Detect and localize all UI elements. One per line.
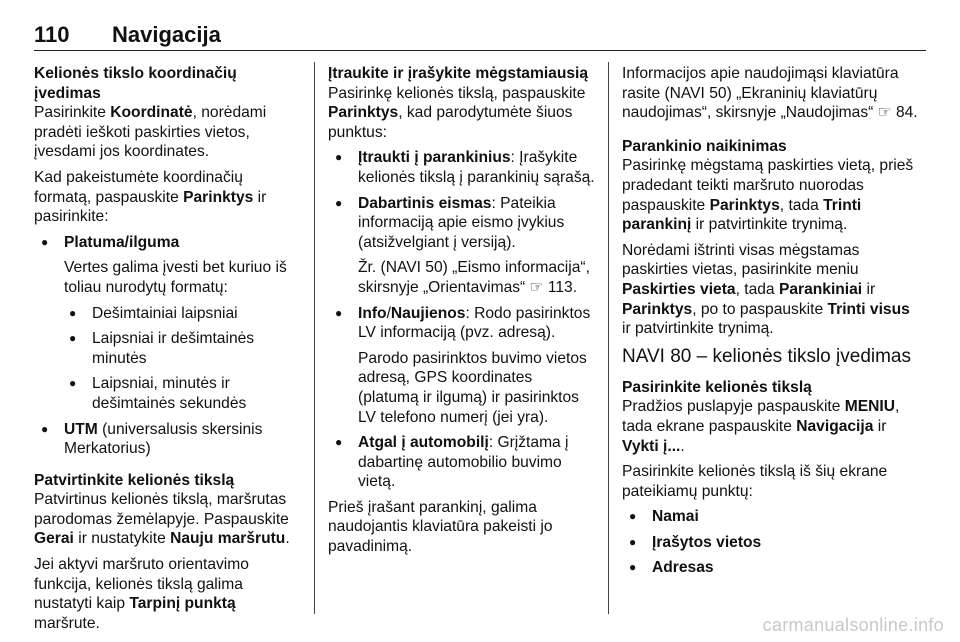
column-3 [622,64,922,584]
paragraph: Norėdami ištrinti visas mėgstamas paskirties vietas, pasirinkite meniu Paskirties vieta, tada Parankiniai ir Parinktys, po to paspauskite Trinti visus ir patvirtinkite trynimą. [622,241,910,338]
list-item: ● Info/Naujienos: Rodo pasirinktos LV informaciją (pvz. adresą). [328,304,596,343]
page-header [34,22,926,51]
list-item: ● Atgal į automobilį: Grįžtama į dabartinę automobilio buvimo vietą. [328,433,596,492]
page-number: 110 [34,22,70,47]
list-item: ● Įrašytos vietos [622,533,922,553]
ui-term: Parinktys [183,188,254,206]
section-heading-select-destination: Pasirinkite kelionės tikslą [622,378,812,396]
section-heading-navi80: NAVI 80 – kelionės tikslo įvedimas [622,345,911,367]
list-item-description: Parodo pasirinktos buvimo vietos adresą, GPS koordinates (platumą ir ilgumą) ir pasirinktos LV telefono numerį (jei yra). [358,349,587,426]
list-item: ● Adresas [622,558,922,578]
list-item: ● Dabartinis eismas: Pateikia informaciją apie eismo įvykius (atsižvelgiant į versiją). [328,194,596,253]
column-divider-2 [608,62,609,614]
paragraph: Kad pakeistumėte koordinačių formatą, paspauskite Parinktys ir pasirinkite: [34,168,267,226]
list-item: ● Įtraukti į parankinius: Įrašykite kelionės tikslą į parankinių sąrašą. [328,148,596,187]
list-item: ● Dešimtainiai laipsniai [34,304,302,324]
paragraph: Pasirinkę kelionės tikslą, paspauskite Parinktys, kad parodytumėte šiuos punktus: [328,84,586,141]
list-item: ● Platuma/ilguma [34,233,302,253]
list-item-description: Vertes galima įvesti bet kuriuo iš toliau nurodytų formatų: [64,259,287,296]
column-divider-1 [314,62,315,614]
paragraph: Patvirtinus kelionės tikslą, maršrutas parodomas žemėlapyje. Paspauskite Gerai ir nustatykite Nauju maršrutu. [34,491,290,548]
paragraph: Pasirinkite kelionės tikslą iš šių ekrane pateikiamų punktų: [622,463,888,500]
paragraph: Jei aktyvi maršruto orientavimo funkcija, kelionės tikslą galima nustatyti kaip Tarpinį punktą maršrute. [34,556,249,632]
paragraph: Prieš įrašant parankinį, galima naudojantis klaviatūra pakeisti jo pavadinimą. [328,498,553,556]
paragraph: Informacijos apie naudojimąsi klaviatūra rasite (NAVI 50) „Ekraninių klaviatūrų naudojimas“, skirsnyje „Naudojimas“ ☞ 84. [622,65,918,122]
section-heading-confirm: Patvirtinkite kelionės tikslą [34,471,235,489]
list-item: ● Laipsniai ir dešimtainės minutės [34,329,302,368]
list-item: ● Namai [622,507,922,527]
column-1 [34,64,302,639]
paragraph: Pradžios puslapyje paspauskite MENIU, tada ekrane paspauskite Navigacija ir Vykti į.... [622,398,900,455]
list-item: ● Laipsniai, minutės ir dešimtainės sekundės [34,374,302,413]
watermark: carmanualsonline.info [762,615,944,635]
section-heading-coordinates: Kelionės tikslo koordinačių įvedimas [34,65,237,102]
section-heading-favorites: Įtraukite ir įrašykite mėgstamiausią [328,65,589,82]
ui-term: Koordinatė [110,104,193,122]
section-heading-delete-favorite: Parankinio naikinimas [622,137,787,155]
page-title: Navigacija [112,22,221,47]
paragraph: Pasirinkę mėgstamą paskirties vietą, prieš pradedant teikti maršruto nuorodas paspauskite Parinktys, tada Trinti parankinį ir patvirtinkite trynimą. [622,157,914,234]
list-item: ● UTM (universalusis skersinis Merkatorius) [34,420,302,459]
column-2 [328,64,596,563]
paragraph: Pasirinkite Koordinatė, norėdami pradėti ieškoti paskirties vietos, įvesdami jos koordinates. [34,104,267,161]
list-item-description: Žr. (NAVI 50) „Eismo informacija“, skirsnyje „Orientavimas“ ☞ 113. [358,259,590,296]
